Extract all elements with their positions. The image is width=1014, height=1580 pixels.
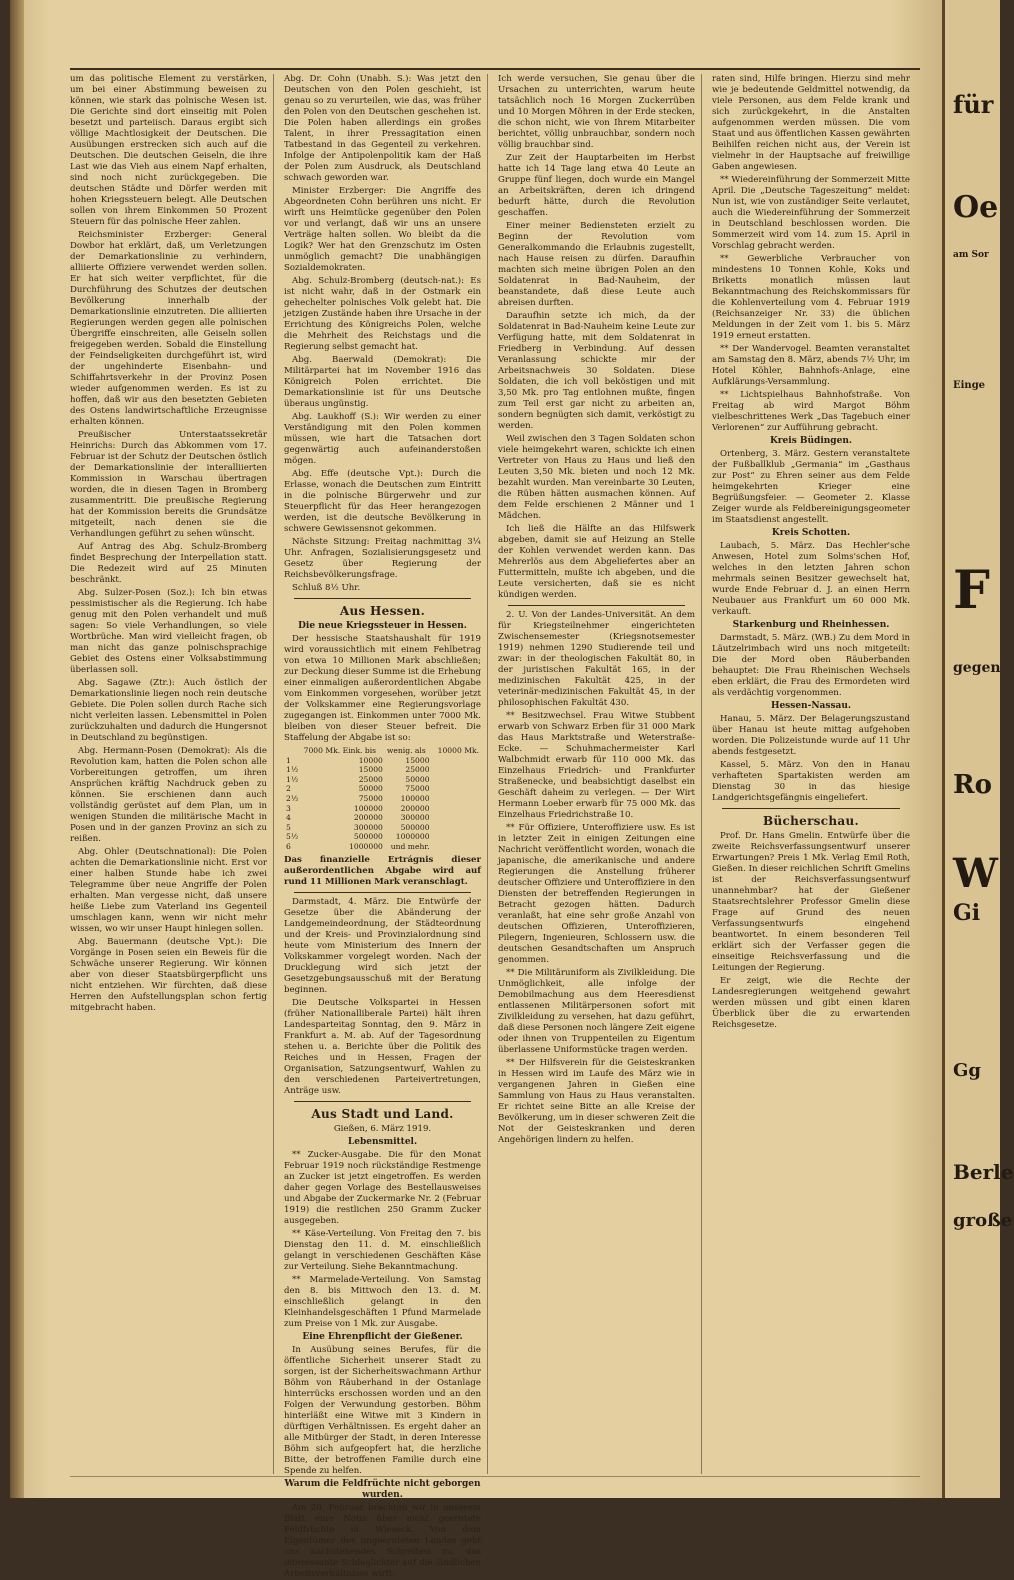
paragraph: Darmstadt, 4. März. Die Entwürfe der Gesetze über die Abänderung der Landgemeindeordnung, der Städteordnung und der Kreis- und Provinzialordnung sind heute vom Ministerium des Innern der Volkskammer vorgelegt worden. Nach der Drucklegung wird sich jetzt der Gesetzgebungsausschuß mit der Beratung beginnen. xyxy=(284,896,481,995)
paragraph: ** Besitzwechsel. Frau Witwe Stubbent erwarb von Schwarz Erben für 31 000 Mark das Haus Marktstraße und Weterstraße-Ecke. — Schuhmachermeister Karl Walbchmidt erwarb für 110 000 Mk. das Einzelhaus Friedrich- und Frankfurter Straßenecke, und beabsichtigt daselbst ein Geschäft daheim zu verlegen. — Der Wirt Hermann Loeber erwarb für 75 000 Mk. das Einzelhaus Friedrichstraße 10. xyxy=(498,711,695,820)
table-cell: 75000 xyxy=(405,784,430,794)
table-cell: 1000000 xyxy=(395,832,430,842)
next-page-fragment: am Sor xyxy=(953,250,989,260)
next-page-fragment: für xyxy=(953,90,994,119)
dateline: Gießen, 6. März 1919. xyxy=(333,1123,432,1134)
paragraph: Preußischer Unterstaatssekretär Heinrichs: Durch das Abkommen vom 17. Februar ist der Schutz der Deutschen östlich der Demarkationslinie der interalliierten Kommission in Warschau übertragen worden, die in diesen Tagen in Bromberg zusammentritt. Die preußische Regierung hat der Kommission bereits die Grundsätze mitgeteilt, nach denen sie die Verhandlungen geführt zu sehen wünscht. xyxy=(70,430,267,539)
paragraph: ** Der Wandervogel. Beamten veranstaltet am Samstag den 8. März, abends 7½ Uhr, im Hotel Köhler, Bahnhofs-Anlage, eine Aufklärungs-Versammlung. xyxy=(712,344,910,387)
table-cell: 10000 xyxy=(358,755,383,765)
paragraph: Einer meiner Bediensteten erzielt zu Beginn der Revolution vom Generalkommando die Erlaubnis zugestellt, nach Hause reisen zu dürfen. Daraufhin machten sich meine übrigen Polen an den Soldatenrat in Bad-Nauheim, der beanstandete, daß diese Leute auch abreisen durften. xyxy=(498,221,695,308)
paragraph: Weil zwischen den 3 Tagen Soldaten schon viele heimgekehrt waren, schickte ich einen Vertreter von Haus zu Haus und ließ den Leuten 3,50 Mk. bieten und noch 12 Mk. bezahlt wurden. Man vereinbarte 30 Leuten, die Rüben hätten ausmachen können. Auf dem Felde erschienen 2 Männer und 1 Mädchen. xyxy=(498,434,695,521)
divider xyxy=(722,808,900,809)
table-cell: 200000 xyxy=(353,813,383,823)
table-cell: 1½ xyxy=(286,774,299,784)
table-row xyxy=(284,813,481,823)
paragraph: Kassel, 5. März. Von den in Hanau verhafteten Spartakisten werden am Dienstag 30 in das hiesige Landgerichtsgefängnis eingeliefert. xyxy=(712,760,910,803)
table-cell: 25000 xyxy=(405,765,430,775)
divider xyxy=(508,605,685,606)
subheading: Kreis Büdingen. xyxy=(769,436,852,446)
paragraph: Die Deutsche Volkspartei in Hessen (früher Nationalliberale Partei) hält ihren Landesparteitag Sonntag, den 9. März in Frankfurt a. M. ab. Auf der Tagesordnung stehen u. a. Berichte über die Politik des Reiches und in Hessen, Fragen der Organisation, Satzungsentwurf, Wahlen zu den verschiedenen Parteivertretungen, Anträge usw. xyxy=(284,997,481,1096)
paragraph: 2. U. Von der Landes-Universität. An dem für Kriegsteilnehmer eingerichteten Zwischensemester (Kriegsnotsemester 1919) nehmen 1290 Studierende teil und zwar: in der theologischen Fakultät 80, in der juristischen Fakultät 165, in der medizinischen Fakultät 425, in der veterinär-medizinischen Fakultät 45, in der philosophischen Fakultät 430. xyxy=(498,610,695,708)
paragraph: Auf Antrag des Abg. Schulz-Bromberg findet Besprechung der Interpellation statt. Die Redezeit wird auf 25 Minuten beschränkt. xyxy=(70,542,267,585)
table-cell: 500000 xyxy=(400,822,430,832)
table-cell: 7000 Mk. Eink. bis xyxy=(303,746,377,755)
paragraph: Hanau, 5. März. Der Belagerungszustand über Hanau ist heute mittag aufgehoben worden. Die Polizeistunde wurde auf 11 Uhr abends festgesetzt. xyxy=(712,714,910,757)
paragraph: Abg. Sagawe (Ztr.): Auch östlich der Demarkationslinie liegen noch rein deutsche Gebiete. Die Polen sollen durch Rache sich nicht verleiten lassen. Lebensmittel in Polen zurückzuhalten und dadurch die Hungersnot in Deutschland zu begünstigen. xyxy=(70,678,267,743)
paragraph: Abg. Schulz-Bromberg (deutsch-nat.): Es ist nicht wahr, daß in der Ostmark ein gehechelter polnisches Volk gelebt hat. Die jetzigen Zustände haben ihre Ursache in der Errichtung des Königreichs Polen, welche die Mehrheit des Reichstags und die Regierung selbst gemacht hat. xyxy=(284,276,481,352)
paragraph: ** Zucker-Ausgabe. Die für den Monat Februar 1919 noch rückständige Restmenge an Zucker ist jetzt eingetroffen. Es werden daher gegen Vorlage des Bestellausweises und Abgabe der Zuckermarke Nr. 2 (Februar 1919) die restlichen 250 Gramm Zucker ausgegeben. xyxy=(284,1149,481,1226)
table-row xyxy=(284,794,481,804)
table-cell: 25000 xyxy=(358,774,383,784)
table-cell: 100000 xyxy=(400,793,430,803)
table-cell: und mehr. xyxy=(390,841,430,851)
bottom-rule xyxy=(70,1476,920,1486)
paragraph: Reichsminister Erzberger: General Dowbor hat erklärt, daß, um Verletzungen der Demarkationslinie zu verhindern, alliierte Offiziere verwendet werden sollen. Er hat sich weiter verpflichtet, für die Durchführung des Schutzes der deutschen Bevölkerung innerhalb der Demarkationslinie einzutreten. Die alliierten Regierungen werden gegen alle polnischen Übergriffe einschreiten, alle Geiseln sollen freigegeben werden. Sobald die Einstellung der Feindseligkeiten durchgeführt ist, wird der ungehinderte Eisenbahn- und Schiffahrtsverkehr in der Provinz Posen wieder aufgenommen werden. Es ist zu hoffen, daß wir aus den besetzten Gebieten des Ostens landwirtschaftliche Erzeugnisse erhalten können. xyxy=(70,230,267,427)
paragraph: Das finanzielle Ertrágnis dieser außerordentlichen Abgabe wird auf rund 11 Millionen Mark veranschlagt. xyxy=(284,854,481,887)
table-row xyxy=(284,784,481,794)
divider xyxy=(294,1101,471,1102)
next-page-fragment: Oe xyxy=(953,190,999,225)
table-row xyxy=(284,775,481,785)
table-cell: 5 xyxy=(286,822,291,832)
paragraph: Abg. Hermann-Posen (Demokrat): Als die Revolution kam, hatten die Polen schon alle Vorbereitungen getroffen, um ihren Ansprüchen kräftig Nachdruck geben zu können. Sie erschienen dann auch vollständig gerüstet auf dem Plan, um in wenigen Stunden die militärische Macht in Posen und in der ganzen Provinz an sich zu reißen. xyxy=(70,746,267,844)
table-cell: 300000 xyxy=(353,822,383,832)
paragraph: Darmstadt, 5. März. (WB.) Zu dem Mord in Läutzelrimbach wird uns noch mitgeteilt: Die der Mord oben Räuberbanden behauptet: Die Frau Rheinischen Wechsels eben erklärt, die Frau des Ermordeten wird als verdächtig vorgenommen. xyxy=(712,633,910,698)
table-row xyxy=(284,842,481,852)
paragraph: Daraufhin setzte ich mich, da der Soldatenrat in Bad-Nauheim keine Leute zur Verfügung hatte, mit dem Soldatenrat in Friedberg in Verbindung. Auf dessen Veranlassung schickte mir der Arbeitsnachweis 30 Soldaten. Diese Soldaten, die ich voll beköstigen und mit 3,50 Mk. pro Tag entlohnen mußte, fingen zum Teil erst gar nicht zu arbeiten an, sondern begnügten sich damit, verköstigt zu werden. xyxy=(498,311,695,431)
paragraph: Ich werde versuchen, Sie genau über die Ursachen zu unterrichten, warum heute tatsächlich noch 16 Morgen Zuckerrüben und 10 Morgen Möhren in der Erde stecken, die schon nicht, wie von Ihrem Mitarbeiter berichtet, völlig unbrauchbar, sondern noch völlig brauchbar sind. xyxy=(498,74,695,150)
divider xyxy=(294,598,471,599)
paragraph: ** Marmelade-Verteilung. Von Samstag den 8. bis Mittwoch den 13. d. M. einschließlich gelangt in den Kleinhandelsgeschäften 1 Pfund Marmelade zum Preise von 1 Mk. zur Ausgabe. xyxy=(284,1274,481,1329)
next-page-fragment: Gg xyxy=(953,1060,981,1081)
paragraph: Der hessische Staatshaushalt für 1919 wird voraussichtlich mit einem Fehlbetrag von etwa 10 Millionen Mark abschließen; zur Deckung dieser Summe ist die Erhebung einer einmaligen außerordentlichen Abgabe vom Einkommen vorgesehen, worüber jetzt der Volkskammer eine Regierungsvorlage zugegangen ist. Einkommen unter 7000 Mk. bleiben von dieser Steuer befreit. Die Staffelung der Abgabe ist so: xyxy=(284,634,481,743)
table-cell: 6 xyxy=(286,841,291,851)
next-page-fragment: Ro xyxy=(953,770,992,800)
article-columns xyxy=(70,74,922,1579)
paragraph: Abg. Sulzer-Posen (Soz.): Ich bin etwas pessimistischer als die Regierung. Ich habe genug mit den Polen verhandelt und muß sagen: So viele Verhandlungen, so viele Wortbrüche. Man wird vielleicht fragen, ob man nicht das ganze polnischsprachige Gebiet des Ostens einer Volksabstimmung überlassen soll. xyxy=(70,588,267,675)
paragraph: ** Gewerbliche Verbraucher von mindestens 10 Tonnen Kohle, Koks und Briketts monatlich müssen laut Bekanntmachung des Reichskommissars für die Kohlenverteilung vom 4. Februar 1919 (Reichsanzeiger Nr. 33) die üblichen Meldungen in der Zeit vom 1. bis 5. März 1919 erneut erstatten. xyxy=(712,254,910,341)
next-page-fragment: Berle xyxy=(953,1160,1014,1184)
paragraph: Laubach, 5. März. Das Hechler'sche Anwesen, Hotel zum Solms'schen Hof, welches in den letzten Jahren schon mehrmals seinen Besitzer gewechselt hat, wurde Ende Februar d. J. an einen Herrn Neubauer aus Frankfurt um 60 000 Mk. verkauft. xyxy=(712,541,910,617)
table-cell: 1 xyxy=(286,755,291,765)
paragraph: Zur Zeit der Hauptarbeiten im Herbst hatte ich 14 Tage lang etwa 40 Leute an Gruppe fünf liegen, doch wurde ein Mangel an Arbeitskräften, deren ich dringend bedurft hätte, durch die Revolution geschaffen. xyxy=(498,153,695,218)
table-cell: 15000 xyxy=(358,765,383,775)
paragraph: Abg. Effe (deutsche Vpt.): Durch die Erlasse, wonach die Deutschen zum Eintritt in die polnische Bürgerwehr und zur Steuerpflicht für das Heer herangezogen werden, ist die deutsche Bevölkerung in schwere Gewissensnot gekommen. xyxy=(284,469,481,534)
paragraph: Nächste Sitzung: Freitag nachmittag 3¼ Uhr. Anfragen, Sozialisierungsgesetz und Gesetz über Regierung der Reichsbevölkerungsfrage. xyxy=(284,537,481,580)
tax-table xyxy=(284,746,481,852)
paragraph: In Ausübung seines Berufes, für die öffentliche Sicherheit unserer Stadt zu sorgen, ist der Sicherheitswachmann Arthur Böhm von Räuberhand in der Ostanlage hinterrücks erschossen worden und an den Folgen der Verwundung gestorben. Böhm hinterläßt eine Witwe mit 3 Kindern in dürftigen Verhältnissen. Es ergeht daher an alle Mitbürger der Stadt, in deren Interesse Böhm sich aufgeopfert hat, die herzliche Bitte, der betroffenen Familie durch eine Spende zu helfen. xyxy=(284,1344,481,1476)
table-cell: 300000 xyxy=(400,813,430,823)
paragraph: ** Wiedereinführung der Sommerzeit Mitte April. Die „Deutsche Tageszeitung“ meldet: Nun ist, wie von zuständiger Seite verlautet, auch die Wiedereinführung der Sommerzeit in Deutschland beschlossen worden. Die Sommerzeit wird vom 14. zum 15. April in Vorschlag gebracht werden. xyxy=(712,175,910,251)
table-cell: 500000 xyxy=(353,832,383,842)
table-cell: 1½ xyxy=(286,765,299,775)
top-rule xyxy=(70,68,920,70)
paragraph: Ich ließ die Hälfte an das Hilfswerk abgeben, damit sie auf Heizung an Stelle der Kohlen verwendet werden kann. Das Mehrerlös aus dem Abgeliefertes aber an Futtermitteln, mußte ich abgeben, und die Leute versicherten, daß sie es nicht kündigen werden. xyxy=(498,524,695,600)
next-page-fragment: Einge xyxy=(953,380,986,391)
paragraph: Schluß 8½ Uhr. xyxy=(292,583,361,593)
column-2 xyxy=(284,74,488,1579)
subheading: Starkenburg und Rheinhessen. xyxy=(732,620,890,630)
paragraph: um das politische Element zu verstärken, um bei einer Abstimmung beweisen zu können, wie stark das polnische Wesen ist. Die Gerichte sind dort einseitig mit Polen besetzt und parteiisch. Daraus ergibt sich völlige Machtlosigkeit der Deutschen. Die Ausübungen erstrecken sich auch auf die Deutschen. Die deutschen Geiseln, die ihre Last wie das Vieh aus einem Napf erhalten, sind noch nicht zurückgegeben. Die deutschen Städte und Dörfer werden mit hohen Kriegssteuern belegt. Alle Deutschen sollen von ihrem Einkommen 50 Prozent Steuern für das polnische Heer zahlen. xyxy=(70,74,267,227)
table-cell: 50000 xyxy=(405,774,430,784)
table-cell: 2 xyxy=(286,784,291,794)
table-cell: 3 xyxy=(286,803,291,813)
table-cell: 100000 xyxy=(353,803,383,813)
table-cell: 200000 xyxy=(400,803,430,813)
divider xyxy=(294,892,471,893)
section-heading: Bücherschau. xyxy=(763,814,859,828)
table-row xyxy=(284,746,481,756)
paragraph: Abg. Baerwald (Demokrat): Die Militärpartei hat im November 1916 das Königreich Polen errichtet. Die Demarkationslinie ist für uns Deutsche überaus ungünstig. xyxy=(284,355,481,409)
next-page-fragment: Gi xyxy=(953,900,981,926)
paragraph: Er zeigt, wie die Rechte der Landesregierungen weitgehend gewahrt werden müssen und gibt einen klaren Überblick über die zu erwartenden Reichsgesetze. xyxy=(712,976,910,1030)
subheading: Kreis Schotten. xyxy=(771,528,851,538)
table-cell: 75000 xyxy=(358,793,383,803)
paragraph: Ortenberg, 3. März. Gestern veranstaltete der Fußballklub „Germania“ im „Gasthaus zur Post“ zu Ehren seiner aus dem Felde heimgekehrten Krieger eine Begrüßungsfeier. — Geometer 2. Klasse Zeiger wurde als Feldbereinigungsgeometer im Staatsdienst angestellt. xyxy=(712,449,910,525)
table-cell: 15000 xyxy=(405,755,430,765)
column-3 xyxy=(498,74,702,1474)
subheading: Warum die Feldfrüchte nicht geborgen wurden. xyxy=(284,1478,481,1500)
paragraph: Abg. Bauermann (deutsche Vpt.): Die Vorgänge in Posen seien ein Beweis für die Schwäche unserer Regierung. Wir können aber von dieser Staatsbürgerpflicht uns nicht entziehen. Wir fürchten, daß diese Herren den Aufstellungsplan schon fertig mitgebracht haben. xyxy=(70,937,267,1013)
next-page-fragment: große xyxy=(953,1210,1013,1231)
paragraph: Abg. Ohler (Deutschnational): Die Polen achten die Demarkationslinie nicht. Erst vor einer halben Stunde habe ich zwei Telegramme über neue Angriffe der Polen erhalten. Man vergesse nicht, daß unsere heiße Liebe zum Vaterland ins Gegenteil umschlagen kann, wenn wir nicht mehr wissen, wo wir unser Haupt hinlegen sollen. xyxy=(70,847,267,934)
subheading: Eine Ehrenpflicht der Gießener. xyxy=(302,1331,463,1342)
adjacent-page-edge xyxy=(942,0,1014,1498)
table-cell: 1000000 xyxy=(349,841,383,851)
table-row xyxy=(284,804,481,814)
paragraph: ** Käse-Verteilung. Von Freitag den 7. bis Dienstag den 11. d. M. einschließlich gelangt in verschiedenen Geschäften Käse zur Verteilung. Siehe Bekanntmachung. xyxy=(284,1228,481,1272)
column-1 xyxy=(70,74,274,1474)
table-cell xyxy=(284,746,302,756)
paragraph: Abg. Dr. Cohn (Unabh. S.): Was jetzt den Deutschen von den Polen geschieht, ist genau so zu verurteilen, wie das, was früher den Polen von den Deutschen geschehen ist. Die Polen haben allerdings ein großes Talent, in ihrer Pressagitation einen Tatbestand in das Gegenteil zu verkehren. Infolge der Antipolenpolitik kam der Haß der Polen zum Ausdruck, als Deutschland schwach geworden war. xyxy=(284,74,481,183)
subheading: Die neue Kriegssteuer in Hessen. xyxy=(298,621,467,631)
paragraph: Am 20. Februar brachten wir in unserem Blatt eine Notiz über nicht geerntete Feldfrüchte in Wieseck. Von dem Eigentümer des ungeernteten Landes geht uns nachstehendes Schreiben zu, das interessante Schlaglichter auf die ländlichen Arbeitsverhältnisse wirft: xyxy=(284,1502,481,1579)
table-cell: wenig. als xyxy=(386,746,426,755)
paragraph: ** Die Militäruniform als Zivilkleidung. Die Unmöglichkeit, alle infolge der Demobilmachung aus dem Heeresdienst entlassenen Militärpersonen sofort mit Zivilkleidung zu versehen, hat dazu geführt, daß diese Personen noch längere Zeit eigene oder ihnen von Truppenteilen zu Eigentum überlassene Uniformstücke tragen werden. xyxy=(498,968,695,1055)
section-heading: Aus Hessen. xyxy=(339,604,426,618)
subheading: Lebensmittel. xyxy=(347,1136,418,1147)
table-cell: 4 xyxy=(286,813,291,823)
paragraph: Minister Erzberger: Die Angriffe des Abgeordneten Cohn berühren uns nicht. Er wirft uns Heimtücke gegenüber den Polen vor und verlangt, daß wir uns an unsere Verträge halten sollen. Wo bleibt da die Logik? Wer hat den Grenzschutz im Osten unmöglich gemacht? Die unabhängigen Sozialdemokraten. xyxy=(284,186,481,273)
table-cell: 10000 Mk. xyxy=(437,746,479,755)
next-page-fragment: F xyxy=(953,560,990,621)
next-page-fragment: gegen xyxy=(953,660,1001,676)
table-row xyxy=(284,823,481,833)
table-row xyxy=(284,756,481,766)
section-heading: Aus Stadt und Land. xyxy=(311,1106,454,1121)
subheading: Hessen-Nassau. xyxy=(770,701,852,711)
paragraph: ** Lichtspielhaus Bahnhofstraße. Von Freitag ab wird Margot Böhm vielbeschrittenes Werk „Das Tagebuch einer Verlorenen“ zur Aufführung gebracht. xyxy=(712,390,910,433)
paragraph: ** Für Offiziere, Unteroffiziere usw. Es ist in letzter Zeit in einigen Zeitungen eine Nachricht veröffentlicht worden, wonach die japanische, die amerikanische und andere Regierungen die Anstellung früherer deutscher Offiziere und Unteroffiziere in den Diensten der betreffenden Regierungen in Betracht gezogen hätten. Dadurch veranlaßt, hat eine sehr große Anzahl von deutschen Offizieren, Unteroffizieren, Pilegern, Ingenieuren, Schlossern usw. die deutschen Gesandtschaften um Anspruch genommen. xyxy=(498,823,695,965)
page-edge xyxy=(10,0,24,1498)
paragraph: Abg. Laukhoff (S.): Wir werden zu einer Verständigung mit den Polen kommen müssen, wie hart die Tatsachen dort gegenwärtig auch aufeinanderstoßen mögen. xyxy=(284,412,481,466)
column-4 xyxy=(712,74,916,1474)
table-cell: 50000 xyxy=(358,784,383,794)
table-row xyxy=(284,765,481,775)
paragraph: ** Der Hilfsverein für die Geisteskranken in Hessen wird im Laufe des März wie in vergangenen Jahren in Gießen eine Sammlung von Haus zu Haus veranstalten. Er richtet seine Bitte an alle Kreise der Bevölkerung, um in dieser schweren Zeit die Not der Geisteskranken und deren Angehörigen lindern zu helfen. xyxy=(498,1058,695,1145)
paragraph: raten sind, Hilfe bringen. Hierzu sind mehr wie je bedeutende Geldmittel notwendig, da viele Personen, aus dem Felde krank und sich zurückgekehrt, in die Anstalten aufgenommen werden müssen. Die vom Staat und aus öffentlichen Kassen gewährten Beihilfen reichen nicht aus, der Verein ist vielmehr in der Hauptsache auf freiwillige Gaben angewiesen. xyxy=(712,74,910,172)
paragraph: Prof. Dr. Hans Gmelin. Entwürfe über die zweite Reichsverfassungsentwurf unserer Erwartungen? Preis 1 Mk. Verlag Emil Roth, Gießen. In dieser reichlichen Schrift Gmelins ist der Reichsverfassungsentwurf unannehmbar? hat der Gießener Staatsrechtslehrer Professor Gmelin diese Frage auf Grund des neuen Verfassungsentwurfs eingehend beantwortet. In einem besonderen Teil erklärt sich der Verfasser gegen die einseitige Reichsverfassung und die Leitungen der Regierung. xyxy=(712,831,910,973)
table-row xyxy=(284,832,481,842)
next-page-fragment: W xyxy=(953,850,998,897)
table-cell: 2½ xyxy=(286,793,299,803)
newspaper-page xyxy=(10,0,950,1579)
table-cell: 5½ xyxy=(286,832,299,842)
